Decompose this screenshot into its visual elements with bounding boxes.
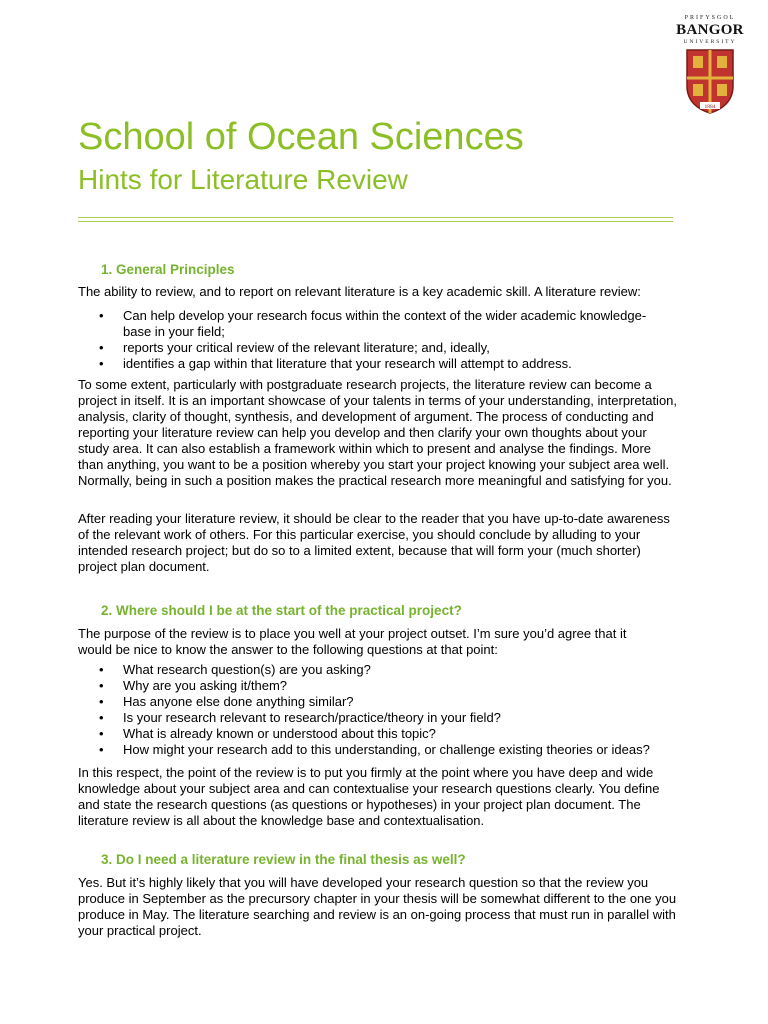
- bullet-list: [78, 662, 678, 758]
- list-item: • Has anyone else done anything similar?: [78, 694, 678, 710]
- university-logo: [676, 14, 744, 122]
- list-item: • Can help develop your research focus within the context of the wider academic knowledge-base in your field;: [78, 308, 668, 340]
- paragraph: Yes. But it’s highly likely that you will have developed your research question so that the review you produce in September as the precursory chapter in your thesis will be somewhat different to the one you produce in May. The literature searching and review is an on-going process that must run in parallel with your practical project.: [78, 875, 677, 938]
- paragraph: To some extent, particularly with postgraduate research projects, the literature review can become a project in itself. It is an important showcase of your talents in terms of your understanding, interpretation, analysis, clarity of thought, synthesis, and development of argument. The process of conducting and reporting your literature review can help you develop and then clarify your own thoughts about your study area. It can also establish a framework within which to present and analyse the findings. More than anything, you want to be a position whereby you start your project knowing your subject area well. Normally, being in such a position makes the practical research more meaningful and satisfying for you.: [78, 377, 678, 488]
- list-item: • reports your critical review of the relevant literature; and, ideally,: [78, 340, 668, 356]
- list-item: • identifies a gap within that literature that your research will attempt to address.: [78, 356, 668, 372]
- section-heading: 3. Do I need a literature review in the final thesis as well?: [101, 852, 466, 867]
- list-item: • What research question(s) are you asking?: [78, 662, 678, 678]
- logo-year: 1884: [704, 104, 716, 110]
- list-item: • What is already known or understood about this topic?: [78, 726, 678, 742]
- paragraph: After reading your literature review, it should be clear to the reader that you have up-to-date awareness of the relevant work of others. For this particular exercise, you should conclude by alluding to your intended research project; but do so to a limited extent, because that will form your (much shorter) project plan document.: [78, 511, 670, 574]
- list-item: • Is your research relevant to research/practice/theory in your field?: [78, 710, 678, 726]
- paragraph: The purpose of the review is to place you well at your project outset. I’m sure you’d agree that it would be nice to know the answer to the following questions at that point:: [78, 626, 627, 657]
- paragraph: In this respect, the point of the review is to put you firmly at the point where you have deep and wide knowledge about your subject area and can contextualise your research questions clearly. You define and state the research questions (as questions or hypotheses) in your project plan document. The literature review is all about the knowledge base and contextualisation.: [78, 765, 660, 828]
- paragraph: The ability to review, and to report on relevant literature is a key academic skill. A literature review:: [78, 284, 641, 299]
- section-heading: 2. Where should I be at the start of the practical project?: [101, 603, 462, 618]
- logo-name: BANGOR: [676, 22, 744, 38]
- page-subtitle: Hints for Literature Review: [78, 164, 408, 195]
- logo-bottom-text: UNIVERSITY: [683, 39, 737, 45]
- logo-top-text: PRIFYSGOL: [684, 15, 736, 21]
- bullet-list: [78, 308, 668, 372]
- page-title: School of Ocean Sciences: [78, 116, 524, 158]
- title-divider: [78, 217, 673, 218]
- shield-icon: [685, 48, 735, 114]
- title-divider-second: [78, 221, 673, 222]
- list-item: • How might your research add to this understanding, or challenge existing theories or ideas?: [78, 742, 678, 758]
- list-item: • Why are you asking it/them?: [78, 678, 678, 694]
- section-heading: 1. General Principles: [101, 262, 235, 277]
